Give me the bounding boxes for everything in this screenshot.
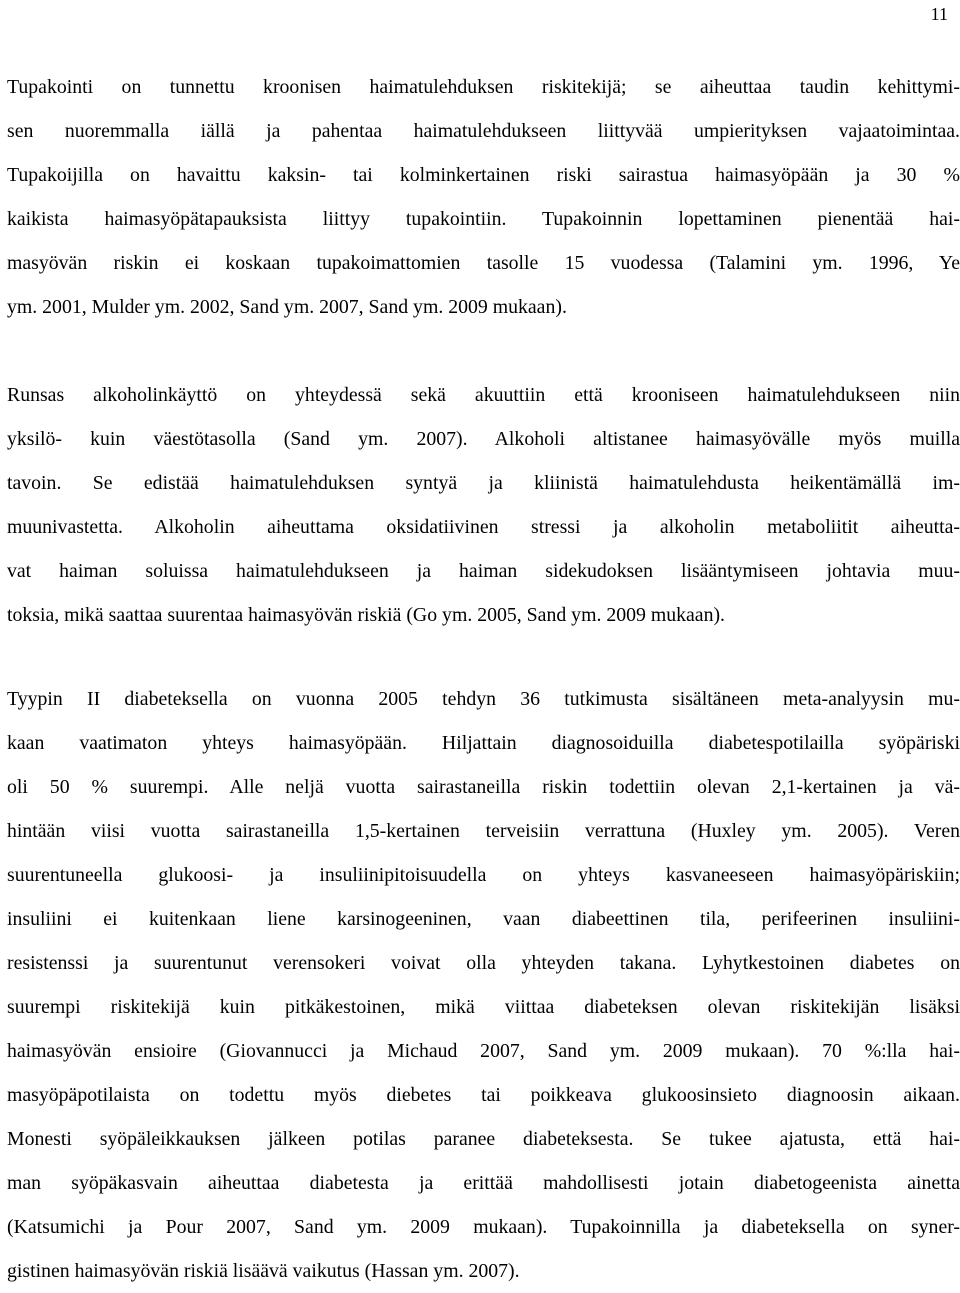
- text-line: kaikista haimasyöpätapauksista liittyy tupakointiin. Tupakoinnin lopettaminen pienentää hai-: [7, 208, 960, 230]
- text-line: insuliini ei kuitenkaan liene karsinogeeninen, vaan diabeettinen tila, perifeerinen insuliini-: [7, 908, 960, 930]
- text-line: man syöpäkasvain aiheuttaa diabetesta ja erittää mahdollisesti jotain diabetogeenista ainetta: [7, 1172, 960, 1194]
- text-line: muunivastetta. Alkoholin aiheuttama oksidatiivinen stressi ja alkoholin metaboliitit aiheutta-: [7, 516, 960, 538]
- text-line: vat haiman soluissa haimatulehdukseen ja haiman sidekudoksen lisääntymiseen johtavia muu-: [7, 560, 960, 582]
- page-number: 11: [930, 4, 948, 24]
- text-line: suurempi riskitekijä kuin pitkäkestoinen, mikä viittaa diabeteksen olevan riskitekijän lisäksi: [7, 996, 960, 1018]
- text-line: toksia, mikä saattaa suurentaa haimasyövän riskiä (Go ym. 2005, Sand ym. 2009 mukaan).: [7, 604, 726, 626]
- text-line: Tyypin II diabeteksella on vuonna 2005 tehdyn 36 tutkimusta sisältäneen meta-analyysin mu-: [7, 688, 960, 710]
- text-line: Monesti syöpäleikkauksen jälkeen potilas paranee diabeteksesta. Se tukee ajatusta, että hai-: [7, 1128, 960, 1150]
- text-line: resistenssi ja suurentunut verensokeri voivat olla yhteyden takana. Lyhytkestoinen diabetes on: [7, 952, 960, 974]
- text-line: suurentuneella glukoosi- ja insuliinipitoisuudella on yhteys kasvaneeseen haimasyöpäriskiin;: [7, 864, 960, 886]
- text-line: yksilö- kuin väestötasolla (Sand ym. 2007). Alkoholi altistanee haimasyövälle myös muilla: [7, 428, 960, 450]
- text-line: masyöpäpotilaista on todettu myös diebetes tai poikkeava glukoosinsieto diagnoosin aikaan.: [7, 1084, 960, 1106]
- text-line: oli 50 % suurempi. Alle neljä vuotta sairastaneilla riskin todettiin olevan 2,1-kertainen ja vä-: [7, 776, 960, 798]
- text-line: Runsas alkoholinkäyttö on yhteydessä sekä akuuttiin että krooniseen haimatulehdukseen niin: [7, 384, 960, 406]
- text-line: gistinen haimasyövän riskiä lisäävä vaikutus (Hassan ym. 2007).: [7, 1260, 520, 1282]
- text-line: kaan vaatimaton yhteys haimasyöpään. Hiljattain diagnosoiduilla diabetespotilailla syöpäriski: [7, 732, 960, 754]
- text-line: masyövän riskin ei koskaan tupakoimattomien tasolle 15 vuodessa (Talamini ym. 1996, Ye: [7, 252, 960, 274]
- text-line: Tupakointi on tunnettu kroonisen haimatulehduksen riskitekijä; se aiheuttaa taudin kehittymi-: [7, 76, 960, 98]
- paragraph-alcohol: [7, 373, 960, 637]
- text-line: sen nuoremmalla iällä ja pahentaa haimatulehdukseen liittyvää umpierityksen vajaatoimintaa.: [7, 120, 960, 142]
- text-line: ym. 2001, Mulder ym. 2002, Sand ym. 2007, Sand ym. 2009 mukaan).: [7, 296, 567, 318]
- paragraph-diabetes: [7, 677, 960, 1293]
- text-line: haimasyövän ensioire (Giovannucci ja Michaud 2007, Sand ym. 2009 mukaan). 70 %:lla hai-: [7, 1040, 960, 1062]
- text-line: tavoin. Se edistää haimatulehduksen syntyä ja kliinistä haimatulehdusta heikentämällä im-: [7, 472, 960, 494]
- paragraph-smoking: [7, 65, 960, 329]
- text-line: (Katsumichi ja Pour 2007, Sand ym. 2009 mukaan). Tupakoinnilla ja diabeteksella on syner-: [7, 1216, 960, 1238]
- text-line: Tupakoijilla on havaittu kaksin- tai kolminkertainen riski sairastua haimasyöpään ja 30 %: [7, 164, 960, 186]
- text-line: hintään viisi vuotta sairastaneilla 1,5-kertainen terveisiin verrattuna (Huxley ym. 2005). Veren: [7, 820, 960, 842]
